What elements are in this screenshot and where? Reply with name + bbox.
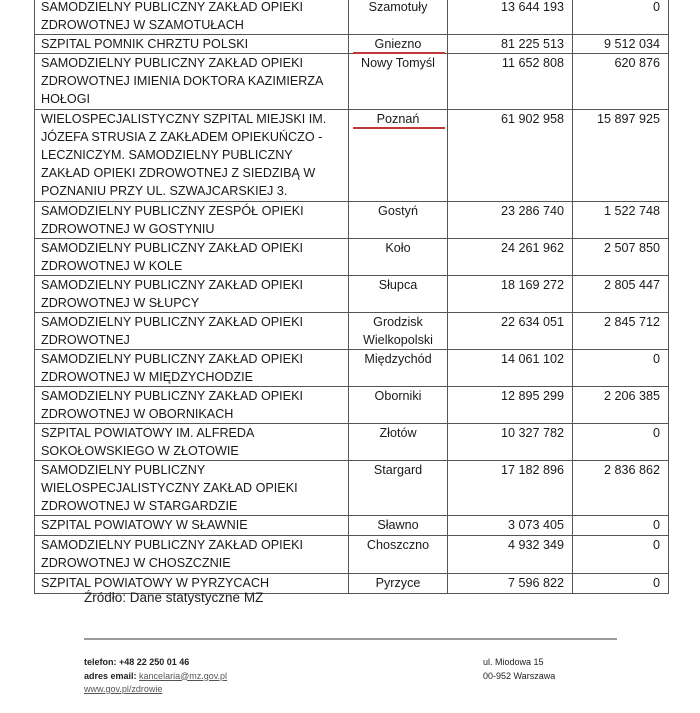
hospital-name-cell xyxy=(35,239,349,276)
additional-value-cell-text: 0 xyxy=(652,518,660,532)
hospital-name-cell-text: SAMODZIELNY PUBLICZNY ZESPÓŁ OPIEKI ZDROWOTNEJ W GOSTYNIU xyxy=(41,204,304,236)
city-cell-text: Grodzisk Wielkopolski xyxy=(363,315,433,347)
table-row xyxy=(35,387,669,424)
email-link[interactable]: kancelaria@mz.gov.pl xyxy=(139,670,228,681)
funding-value-cell xyxy=(448,239,573,276)
table-row xyxy=(35,461,669,516)
table-row xyxy=(35,239,669,276)
city-cell-text: Gostyń xyxy=(378,204,418,218)
additional-value-cell xyxy=(573,276,669,313)
funding-value-cell xyxy=(448,574,573,594)
funding-value-cell xyxy=(448,387,573,424)
city-cell-text: Gniezno xyxy=(374,37,422,51)
city-cell xyxy=(349,350,448,387)
additional-value-cell-text: 0 xyxy=(652,538,660,552)
hospital-name-cell-text: SAMODZIELNY PUBLICZNY ZAKŁAD OPIEKI ZDROWOTNEJ xyxy=(41,315,303,347)
address-street: ul. Miodowa 15 xyxy=(483,657,544,667)
city-cell xyxy=(349,202,448,239)
city-cell xyxy=(349,313,448,350)
hospital-name-cell-text: SZPITAL POMNIK CHRZTU POLSKI xyxy=(41,37,249,51)
city-cell-text: Sławno xyxy=(377,518,419,532)
hospital-name-cell xyxy=(35,110,349,202)
funding-value-cell xyxy=(448,536,573,574)
additional-value-cell-text: 0 xyxy=(652,352,660,366)
hospital-name-cell-text: SAMODZIELNY PUBLICZNY ZAKŁAD OPIEKI ZDROWOTNEJ W SZAMOTUŁACH xyxy=(41,0,303,32)
additional-value-cell-text: 0 xyxy=(652,576,660,590)
city-cell-text: Złotów xyxy=(379,426,417,440)
hospital-name-cell-text: SZPITAL POWIATOWY W SŁAWNIE xyxy=(41,518,248,532)
funding-value-cell xyxy=(448,0,573,35)
funding-value-cell xyxy=(448,276,573,313)
hospital-funding-table xyxy=(34,0,669,594)
hospital-name-cell-text: SAMODZIELNY PUBLICZNY ZAKŁAD OPIEKI ZDROWOTNEJ W CHOSZCZNIE xyxy=(41,538,303,570)
funding-value-cell-text: 18 169 272 xyxy=(500,278,564,292)
additional-value-cell xyxy=(573,516,669,536)
footer-contact xyxy=(84,656,227,697)
hospital-name-cell-text: SAMODZIELNY PUBLICZNY ZAKŁAD OPIEKI ZDROWOTNEJ W OBORNIKACH xyxy=(41,389,303,421)
city-cell xyxy=(349,461,448,516)
city-cell xyxy=(349,536,448,574)
additional-value-cell xyxy=(573,387,669,424)
city-cell xyxy=(349,387,448,424)
table-row xyxy=(35,536,669,574)
funding-value-cell xyxy=(448,35,573,54)
city-cell xyxy=(349,276,448,313)
city-cell xyxy=(349,110,448,202)
additional-value-cell xyxy=(573,202,669,239)
additional-value-cell-text: 0 xyxy=(652,426,660,440)
table-row xyxy=(35,516,669,536)
additional-value-cell-text: 15 897 925 xyxy=(596,112,660,126)
additional-value-cell xyxy=(573,424,669,461)
funding-value-cell xyxy=(448,54,573,110)
funding-value-cell xyxy=(448,313,573,350)
funding-value-cell-text: 10 327 782 xyxy=(500,426,564,440)
additional-value-cell xyxy=(573,110,669,202)
table-row xyxy=(35,313,669,350)
address-city: 00-952 Warszawa xyxy=(483,670,556,681)
source-note: Źródło: Dane statystyczne MZ xyxy=(84,590,264,605)
city-cell xyxy=(349,574,448,594)
additional-value-cell xyxy=(573,0,669,35)
additional-value-cell xyxy=(573,350,669,387)
funding-value-cell xyxy=(448,350,573,387)
additional-value-cell xyxy=(573,536,669,574)
funding-value-cell-text: 22 634 051 xyxy=(500,315,564,329)
hospital-name-cell xyxy=(35,424,349,461)
funding-value-cell-text: 13 644 193 xyxy=(500,0,564,14)
hospital-name-cell xyxy=(35,461,349,516)
hospital-name-cell-text: SAMODZIELNY PUBLICZNY WIELOSPECJALISTYCZNY ZAKŁAD OPIEKI ZDROWOTNEJ W STARGARDZIE xyxy=(41,463,298,513)
hospital-name-cell xyxy=(35,35,349,54)
funding-value-cell-text: 24 261 962 xyxy=(500,241,564,255)
additional-value-cell-text: 0 xyxy=(652,0,660,14)
city-cell-text: Szamotuły xyxy=(368,0,428,14)
funding-value-cell xyxy=(448,516,573,536)
table-row xyxy=(35,35,669,54)
hospital-name-cell xyxy=(35,0,349,35)
city-cell xyxy=(349,0,448,35)
hospital-name-cell-text: SAMODZIELNY PUBLICZNY ZAKŁAD OPIEKI ZDROWOTNEJ W SŁUPCY xyxy=(41,278,303,310)
city-cell-text: Słupca xyxy=(378,278,418,292)
additional-value-cell-text: 620 876 xyxy=(614,56,660,70)
city-cell-text: Stargard xyxy=(373,463,423,477)
email-label: adres email: xyxy=(84,670,137,681)
table-row xyxy=(35,424,669,461)
hospital-name-cell xyxy=(35,54,349,110)
city-cell-text: Oborniki xyxy=(374,389,422,403)
city-cell xyxy=(349,54,448,110)
hospital-name-cell-text: SAMODZIELNY PUBLICZNY ZAKŁAD OPIEKI ZDROWOTNEJ W KOLE xyxy=(41,241,303,273)
table-row xyxy=(35,350,669,387)
table-row xyxy=(35,276,669,313)
spellcheck-underline xyxy=(353,127,445,129)
funding-value-cell-text: 14 061 102 xyxy=(500,352,564,366)
hospital-name-cell-text: SAMODZIELNY PUBLICZNY ZAKŁAD OPIEKI ZDROWOTNEJ W MIĘDZYCHODZIE xyxy=(41,352,303,384)
additional-value-cell-text: 2 836 862 xyxy=(603,463,660,477)
funding-value-cell-text: 3 073 405 xyxy=(507,518,564,532)
funding-value-cell-text: 11 652 808 xyxy=(501,56,564,70)
table-row xyxy=(35,110,669,202)
city-cell-text: Pyrzyce xyxy=(375,576,421,590)
additional-value-cell xyxy=(573,239,669,276)
additional-value-cell xyxy=(573,313,669,350)
additional-value-cell-text: 2 206 385 xyxy=(603,389,660,403)
additional-value-cell xyxy=(573,35,669,54)
website-link[interactable]: www.gov.pl/zdrowie xyxy=(84,684,163,694)
additional-value-cell-text: 2 845 712 xyxy=(603,315,660,329)
additional-value-cell-text: 2 507 850 xyxy=(603,241,660,255)
city-cell xyxy=(349,35,448,54)
additional-value-cell-text: 2 805 447 xyxy=(603,278,660,292)
hospital-name-cell xyxy=(35,516,349,536)
funding-value-cell-text: 23 286 740 xyxy=(500,204,564,218)
additional-value-cell-text: 9 512 034 xyxy=(603,37,660,51)
funding-value-cell-text: 12 895 299 xyxy=(500,389,564,403)
city-cell-text: Poznań xyxy=(376,112,420,126)
funding-value-cell-text: 81 225 513 xyxy=(500,37,564,51)
additional-value-cell xyxy=(573,54,669,110)
additional-value-cell xyxy=(573,461,669,516)
additional-value-cell-text: 1 522 748 xyxy=(603,204,660,218)
hospital-name-cell xyxy=(35,387,349,424)
hospital-name-cell-text: SZPITAL POWIATOWY W PYRZYCACH xyxy=(41,576,270,590)
table-row xyxy=(35,0,669,35)
additional-value-cell xyxy=(573,574,669,594)
footer-divider xyxy=(84,638,617,640)
city-cell-text: Nowy Tomyśl xyxy=(361,56,435,70)
hospital-table-container xyxy=(34,0,668,594)
hospital-name-cell xyxy=(35,536,349,574)
city-cell-text: Choszczno xyxy=(366,538,430,552)
hospital-name-cell xyxy=(35,276,349,313)
funding-value-cell xyxy=(448,110,573,202)
city-cell-text: Koło xyxy=(385,241,411,255)
phone-text: telefon: +48 22 250 01 46 xyxy=(84,657,190,667)
hospital-name-cell xyxy=(35,313,349,350)
funding-value-cell-text: 4 932 349 xyxy=(507,538,564,552)
table-row xyxy=(35,202,669,239)
table-body xyxy=(35,0,669,594)
city-cell-text: Międzychód xyxy=(364,352,432,366)
city-cell xyxy=(349,424,448,461)
city-cell xyxy=(349,516,448,536)
hospital-name-cell xyxy=(35,202,349,239)
funding-value-cell-text: 7 596 822 xyxy=(507,576,564,590)
hospital-name-cell-text: SZPITAL POWIATOWY IM. ALFREDA SOKOŁOWSKIEGO W ZŁOTOWIE xyxy=(41,426,254,458)
funding-value-cell xyxy=(448,424,573,461)
hospital-name-cell-text: WIELOSPECJALISTYCZNY SZPITAL MIEJSKI IM. JÓZEFA STRUSIA Z ZAKŁADEM OPIEKUŃCZO - LECZNICZYM. SAMODZIELNY PUBLICZNY ZAKŁAD OPIEKI ZDROWOTNEJ Z SIEDZIBĄ W POZNANIU PRZY UL. SZWAJCARSKIEJ 3. xyxy=(41,112,327,198)
table-row xyxy=(35,54,669,110)
funding-value-cell xyxy=(448,202,573,239)
funding-value-cell-text: 17 182 896 xyxy=(500,463,564,477)
funding-value-cell-text: 61 902 958 xyxy=(500,112,564,126)
city-cell xyxy=(349,239,448,276)
hospital-name-cell-text: SAMODZIELNY PUBLICZNY ZAKŁAD OPIEKI ZDROWOTNEJ IMIENIA DOKTORA KAZIMIERZA HOŁOGI xyxy=(41,56,323,106)
funding-value-cell xyxy=(448,461,573,516)
hospital-name-cell xyxy=(35,350,349,387)
footer-address xyxy=(483,656,555,683)
